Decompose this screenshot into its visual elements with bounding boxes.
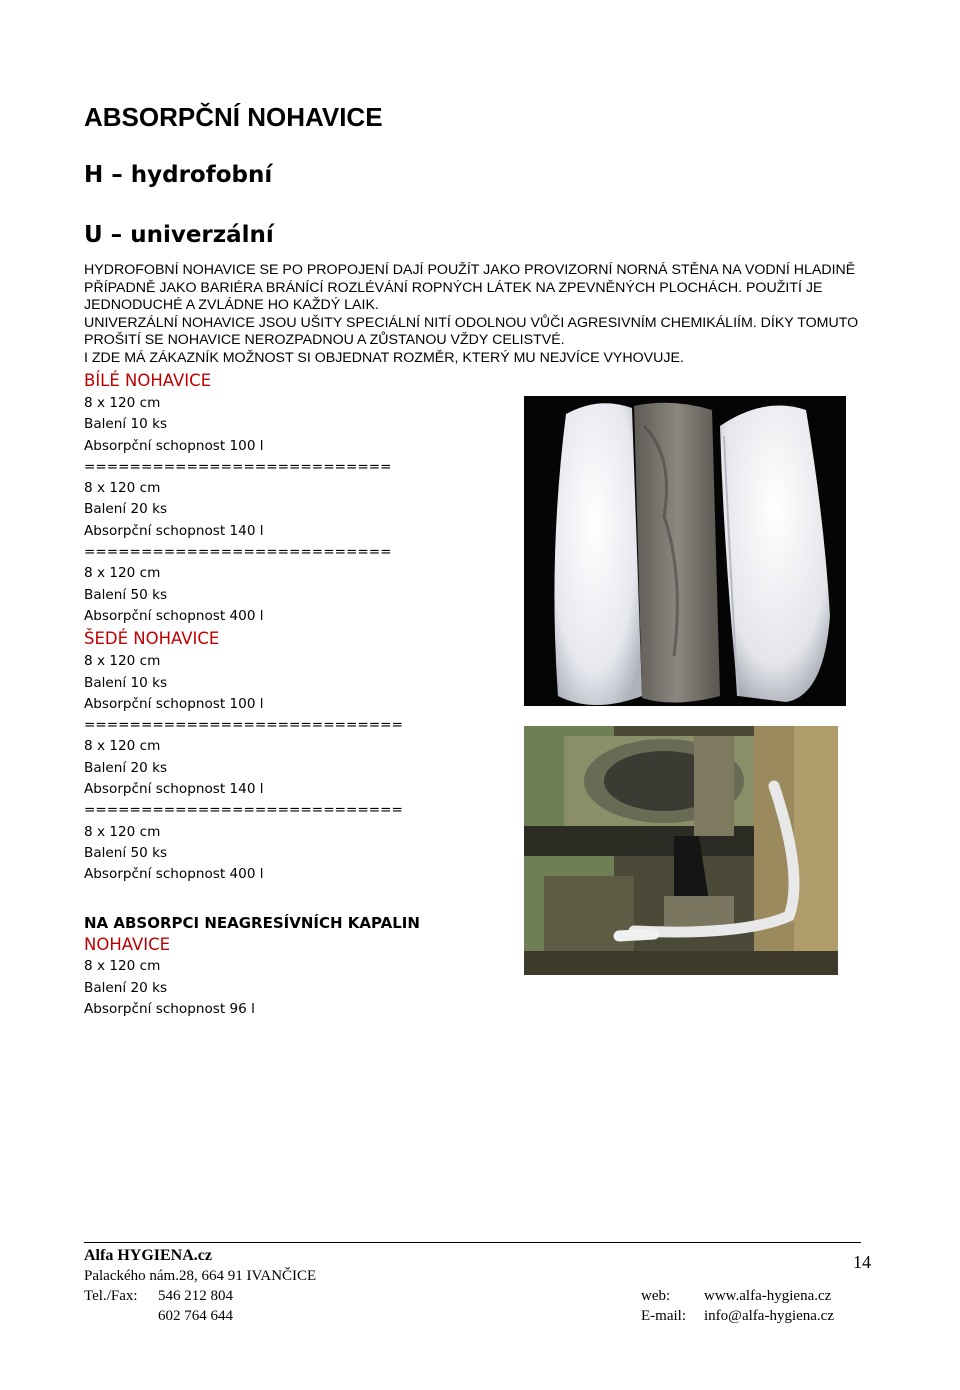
white-title: BÍLÉ NOHAVICE xyxy=(84,371,212,390)
footer-phone-label: Tel./Fax: xyxy=(84,1288,138,1304)
nonaggressive-list xyxy=(84,913,420,1020)
footer-phone: 602 764 644 xyxy=(158,1308,233,1324)
intro-paragraph: I ZDE MÁ ZÁKAZNÍK MOŽNOST SI OBJEDNAT ROZMĚR, KTERÝ MU NEJVÍCE VYHOVUJE. xyxy=(84,349,684,366)
intro-paragraph: UNIVERZÁLNÍ NOHAVICE JSOU UŠITY SPECIÁLNÍ NITÍ ODOLNOU VŮČI AGRESIVNÍM CHEMIKÁLIÍM. DÍKY TOMUTO PROŠITÍ SE NOHAVICE NEROZPADNOU A ZŮSTANOU VŽDY CELISTVÉ. xyxy=(84,314,859,348)
subheading-hydrophobic: H – hydrofobní xyxy=(84,162,273,188)
footer-web-label: web: xyxy=(641,1288,671,1304)
page-number: 14 xyxy=(853,1252,871,1272)
item-pack: Balení 20 ks xyxy=(84,979,168,996)
nonaggressive-heading: NA ABSORPCI NEAGRESÍVNÍCH KAPALIN xyxy=(84,914,420,932)
page-title: ABSORPČNÍ NOHAVICE xyxy=(84,102,383,132)
item-capacity: Absorpční schopnost 100 l xyxy=(84,437,264,454)
intro-text xyxy=(84,262,884,367)
item-pack: Balení 20 ks xyxy=(84,501,168,518)
item-size: 8 x 120 cm xyxy=(84,565,161,582)
item-capacity: Absorpční schopnost 400 l xyxy=(84,866,264,883)
item-capacity: Absorpční schopnost 100 l xyxy=(84,695,264,712)
item-pack: Balení 50 ks xyxy=(84,586,168,603)
grey-title: ŠEDÉ NOHAVICE xyxy=(84,629,220,649)
intro-paragraph: HYDROFOBNÍ NOHAVICE SE PO PROPOJENÍ DAJÍ POUŽÍT JAKO PROVIZORNÍ NORNÁ STĚNA NA VODNÍ HLADINĚ PŘÍPADNĚ JAKO BARIÉRA BRÁNÍCÍ ROZLÉVÁNÍ ROPNÝCH LÁTEK NA ZPEVNĚNÝCH PLOCHÁCH. POUŽITÍ JE JEDNODUCHÉ A ZVLÁDNE HO KAŽDÝ LAIK. xyxy=(84,262,856,313)
item-pack: Balení 10 ks xyxy=(84,416,168,433)
item-size: 8 x 120 cm xyxy=(84,395,161,411)
photo-machine-sock xyxy=(524,726,838,975)
item-size: 8 x 120 cm xyxy=(84,738,161,755)
item-capacity: Absorpční schopnost 140 l xyxy=(84,522,264,539)
footer-company: Alfa HYGIENA.cz xyxy=(84,1247,212,1264)
item-pack: Balení 50 ks xyxy=(84,844,168,861)
footer-email-link[interactable]: info@alfa-hygiena.cz xyxy=(704,1308,834,1324)
separator: =========================== xyxy=(84,544,392,561)
item-capacity: Absorpční schopnost 96 l xyxy=(84,1000,255,1017)
footer-divider xyxy=(84,1242,861,1243)
item-capacity: Absorpční schopnost 140 l xyxy=(84,781,264,798)
item-size: 8 x 120 cm xyxy=(84,958,161,975)
item-size: 8 x 120 cm xyxy=(84,823,161,840)
subheading-universal: U – univerzální xyxy=(84,222,274,248)
item-size: 8 x 120 cm xyxy=(84,653,161,670)
item-pack: Balení 10 ks xyxy=(84,674,168,691)
footer-address: Palackého nám.28, 664 91 IVANČICE xyxy=(84,1268,317,1284)
footer-email-label: E-mail: xyxy=(641,1308,686,1324)
photo-absorbent-socks xyxy=(524,396,846,706)
footer-web-link[interactable]: www.alfa-hygiena.cz xyxy=(704,1288,832,1304)
white-list xyxy=(84,369,403,886)
nonaggressive-title: NOHAVICE xyxy=(84,935,171,955)
item-pack: Balení 20 ks xyxy=(84,759,168,776)
separator: ============================ xyxy=(84,717,403,734)
separator: ============================ xyxy=(84,802,403,819)
item-size: 8 x 120 cm xyxy=(84,480,161,497)
item-capacity: Absorpční schopnost 400 l xyxy=(84,607,264,624)
separator: =========================== xyxy=(84,458,392,475)
footer-phone: 546 212 804 xyxy=(158,1288,233,1304)
